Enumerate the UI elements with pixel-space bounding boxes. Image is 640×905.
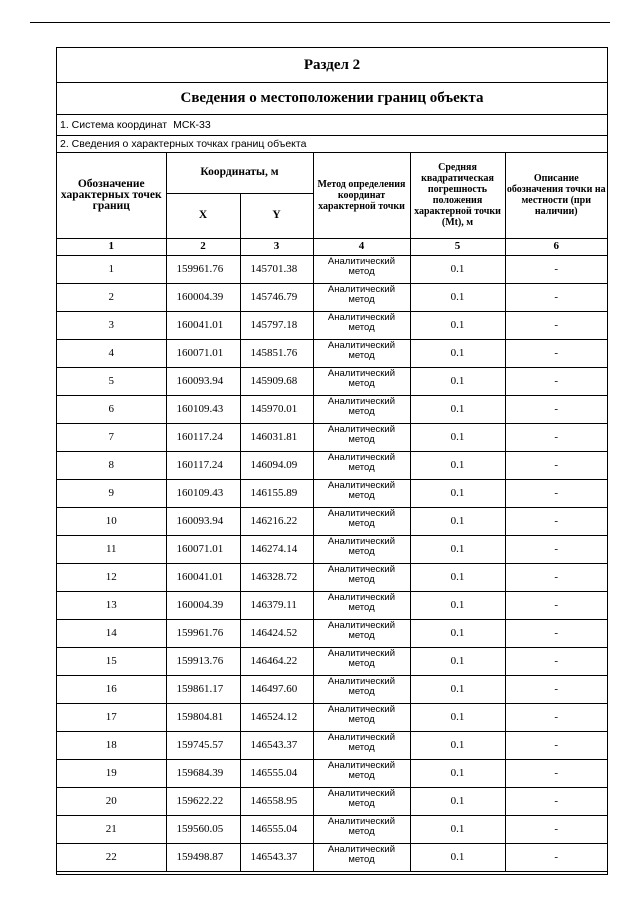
point-number: 3 — [57, 311, 166, 339]
point-number: 9 — [57, 479, 166, 507]
table-row — [57, 759, 607, 787]
point-description: - — [505, 451, 607, 479]
point-mt: 0.1 — [410, 815, 505, 843]
point-description: - — [505, 339, 607, 367]
point-number: 15 — [57, 647, 166, 675]
point-mt: 0.1 — [410, 479, 505, 507]
header-x: X — [166, 193, 240, 238]
point-number: 16 — [57, 675, 166, 703]
point-x: 159498.87 — [166, 843, 240, 871]
point-number: 12 — [57, 563, 166, 591]
point-method: Аналитический метод — [313, 675, 410, 703]
point-number: 19 — [57, 759, 166, 787]
table-row — [57, 591, 607, 619]
point-mt: 0.1 — [410, 423, 505, 451]
point-method: Аналитический метод — [313, 535, 410, 563]
point-x: 160117.24 — [166, 451, 240, 479]
point-mt: 0.1 — [410, 843, 505, 871]
point-x: 159961.76 — [166, 255, 240, 283]
table-row — [57, 815, 607, 843]
table-row — [57, 787, 607, 815]
point-x: 160041.01 — [166, 311, 240, 339]
point-x: 160004.39 — [166, 283, 240, 311]
point-number: 22 — [57, 843, 166, 871]
point-y: 145701.38 — [240, 255, 313, 283]
point-y: 146216.22 — [240, 507, 313, 535]
header-description: Описание обозначения точки на местности (при наличии) — [505, 153, 607, 238]
point-method: Аналитический метод — [313, 703, 410, 731]
point-x: 160109.43 — [166, 479, 240, 507]
point-mt: 0.1 — [410, 339, 505, 367]
point-number: 11 — [57, 535, 166, 563]
point-y: 146379.11 — [240, 591, 313, 619]
header-y: Y — [240, 193, 313, 238]
point-description: - — [505, 395, 607, 423]
point-method: Аналитический метод — [313, 507, 410, 535]
point-description: - — [505, 815, 607, 843]
point-x: 160071.01 — [166, 535, 240, 563]
point-number: 21 — [57, 815, 166, 843]
table-row — [57, 619, 607, 647]
point-method: Аналитический метод — [313, 423, 410, 451]
point-y: 146464.22 — [240, 647, 313, 675]
point-description: - — [505, 507, 607, 535]
point-x: 160041.01 — [166, 563, 240, 591]
point-method: Аналитический метод — [313, 647, 410, 675]
table-row — [57, 479, 607, 507]
point-y: 145970.01 — [240, 395, 313, 423]
point-x: 160071.01 — [166, 339, 240, 367]
point-y: 145797.18 — [240, 311, 313, 339]
point-mt: 0.1 — [410, 591, 505, 619]
point-mt: 0.1 — [410, 283, 505, 311]
column-number-5: 5 — [410, 238, 505, 255]
point-method: Аналитический метод — [313, 451, 410, 479]
blank-footer-row — [57, 852, 607, 874]
point-method: Аналитический метод — [313, 311, 410, 339]
point-method: Аналитический метод — [313, 367, 410, 395]
point-mt: 0.1 — [410, 619, 505, 647]
point-y: 146155.89 — [240, 479, 313, 507]
points-table — [57, 153, 607, 872]
column-number-2: 2 — [166, 238, 240, 255]
point-description: - — [505, 731, 607, 759]
point-description: - — [505, 703, 607, 731]
table-row — [57, 507, 607, 535]
table-row — [57, 255, 607, 283]
point-method: Аналитический метод — [313, 619, 410, 647]
column-number-4: 4 — [313, 238, 410, 255]
point-x: 159913.76 — [166, 647, 240, 675]
point-mt: 0.1 — [410, 563, 505, 591]
point-y: 146031.81 — [240, 423, 313, 451]
point-number: 17 — [57, 703, 166, 731]
point-y: 146328.72 — [240, 563, 313, 591]
point-y: 146497.60 — [240, 675, 313, 703]
point-description: - — [505, 255, 607, 283]
point-number: 5 — [57, 367, 166, 395]
point-description: - — [505, 535, 607, 563]
point-x: 159804.81 — [166, 703, 240, 731]
point-method: Аналитический метод — [313, 843, 410, 871]
point-description: - — [505, 479, 607, 507]
coord-system-value: МСК-33 — [173, 119, 211, 131]
point-method: Аналитический метод — [313, 563, 410, 591]
point-mt: 0.1 — [410, 395, 505, 423]
point-x: 159622.22 — [166, 787, 240, 815]
point-method: Аналитический метод — [313, 283, 410, 311]
point-method: Аналитический метод — [313, 255, 410, 283]
table-row — [57, 675, 607, 703]
point-method: Аналитический метод — [313, 479, 410, 507]
point-number: 7 — [57, 423, 166, 451]
point-number: 4 — [57, 339, 166, 367]
points-table-body — [57, 255, 607, 871]
point-y: 146274.14 — [240, 535, 313, 563]
point-mt: 0.1 — [410, 647, 505, 675]
point-mt: 0.1 — [410, 759, 505, 787]
point-y: 145746.79 — [240, 283, 313, 311]
point-y: 146543.37 — [240, 731, 313, 759]
point-y: 146424.52 — [240, 619, 313, 647]
point-number: 6 — [57, 395, 166, 423]
point-method: Аналитический метод — [313, 339, 410, 367]
point-description: - — [505, 367, 607, 395]
point-mt: 0.1 — [410, 367, 505, 395]
section-subtitle: Сведения о местоположении границ объекта — [57, 83, 607, 115]
point-number: 10 — [57, 507, 166, 535]
point-number: 2 — [57, 283, 166, 311]
point-y: 146555.04 — [240, 815, 313, 843]
point-method: Аналитический метод — [313, 591, 410, 619]
table-row — [57, 451, 607, 479]
top-rule — [30, 22, 610, 23]
point-description: - — [505, 675, 607, 703]
column-number-3: 3 — [240, 238, 313, 255]
point-description: - — [505, 591, 607, 619]
column-number-1: 1 — [57, 238, 166, 255]
point-y: 146094.09 — [240, 451, 313, 479]
point-x: 159560.05 — [166, 815, 240, 843]
point-x: 159745.57 — [166, 731, 240, 759]
section-title: Раздел 2 — [57, 48, 607, 83]
point-y: 146524.12 — [240, 703, 313, 731]
point-mt: 0.1 — [410, 703, 505, 731]
point-mt: 0.1 — [410, 731, 505, 759]
point-y: 145851.76 — [240, 339, 313, 367]
table-row — [57, 535, 607, 563]
point-number: 8 — [57, 451, 166, 479]
point-method: Аналитический метод — [313, 815, 410, 843]
coord-system-line — [57, 115, 607, 136]
point-description: - — [505, 843, 607, 871]
point-description: - — [505, 787, 607, 815]
point-mt: 0.1 — [410, 311, 505, 339]
table-row — [57, 423, 607, 451]
point-y: 145909.68 — [240, 367, 313, 395]
point-description: - — [505, 647, 607, 675]
point-x: 159861.17 — [166, 675, 240, 703]
table-row — [57, 563, 607, 591]
point-x: 160093.94 — [166, 367, 240, 395]
point-number: 20 — [57, 787, 166, 815]
point-x: 159684.39 — [166, 759, 240, 787]
point-method: Аналитический метод — [313, 759, 410, 787]
point-number: 1 — [57, 255, 166, 283]
point-x: 160093.94 — [166, 507, 240, 535]
point-method: Аналитический метод — [313, 787, 410, 815]
point-method: Аналитический метод — [313, 731, 410, 759]
point-mt: 0.1 — [410, 535, 505, 563]
point-description: - — [505, 311, 607, 339]
point-y: 146543.37 — [240, 843, 313, 871]
table-row — [57, 731, 607, 759]
point-x: 160109.43 — [166, 395, 240, 423]
point-number: 13 — [57, 591, 166, 619]
point-description: - — [505, 619, 607, 647]
point-description: - — [505, 423, 607, 451]
point-number: 18 — [57, 731, 166, 759]
coord-system-label: 1. Система координат — [60, 119, 168, 131]
header-method: Метод определения координат характерной точки — [313, 153, 410, 238]
point-x: 160117.24 — [166, 423, 240, 451]
point-mt: 0.1 — [410, 507, 505, 535]
table-row — [57, 311, 607, 339]
header-coordinates: Координаты, м — [166, 153, 313, 193]
point-x: 159961.76 — [166, 619, 240, 647]
point-mt: 0.1 — [410, 255, 505, 283]
document-frame — [56, 47, 608, 875]
table-row — [57, 339, 607, 367]
table-row — [57, 367, 607, 395]
table-row — [57, 395, 607, 423]
point-number: 14 — [57, 619, 166, 647]
point-description: - — [505, 283, 607, 311]
header-error: Средняя квадратическая погрешность положения характерной точки (Mt), м — [410, 153, 505, 238]
point-method: Аналитический метод — [313, 395, 410, 423]
points-heading: 2. Сведения о характерных точках границ объекта — [57, 136, 607, 153]
point-y: 146555.04 — [240, 759, 313, 787]
point-y: 146558.95 — [240, 787, 313, 815]
header-designation: Обозначение характерных точек границ — [57, 153, 166, 238]
table-row — [57, 283, 607, 311]
point-mt: 0.1 — [410, 675, 505, 703]
table-row — [57, 647, 607, 675]
point-description: - — [505, 759, 607, 787]
table-row — [57, 703, 607, 731]
column-number-6: 6 — [505, 238, 607, 255]
point-description: - — [505, 563, 607, 591]
point-mt: 0.1 — [410, 787, 505, 815]
point-mt: 0.1 — [410, 451, 505, 479]
point-x: 160004.39 — [166, 591, 240, 619]
